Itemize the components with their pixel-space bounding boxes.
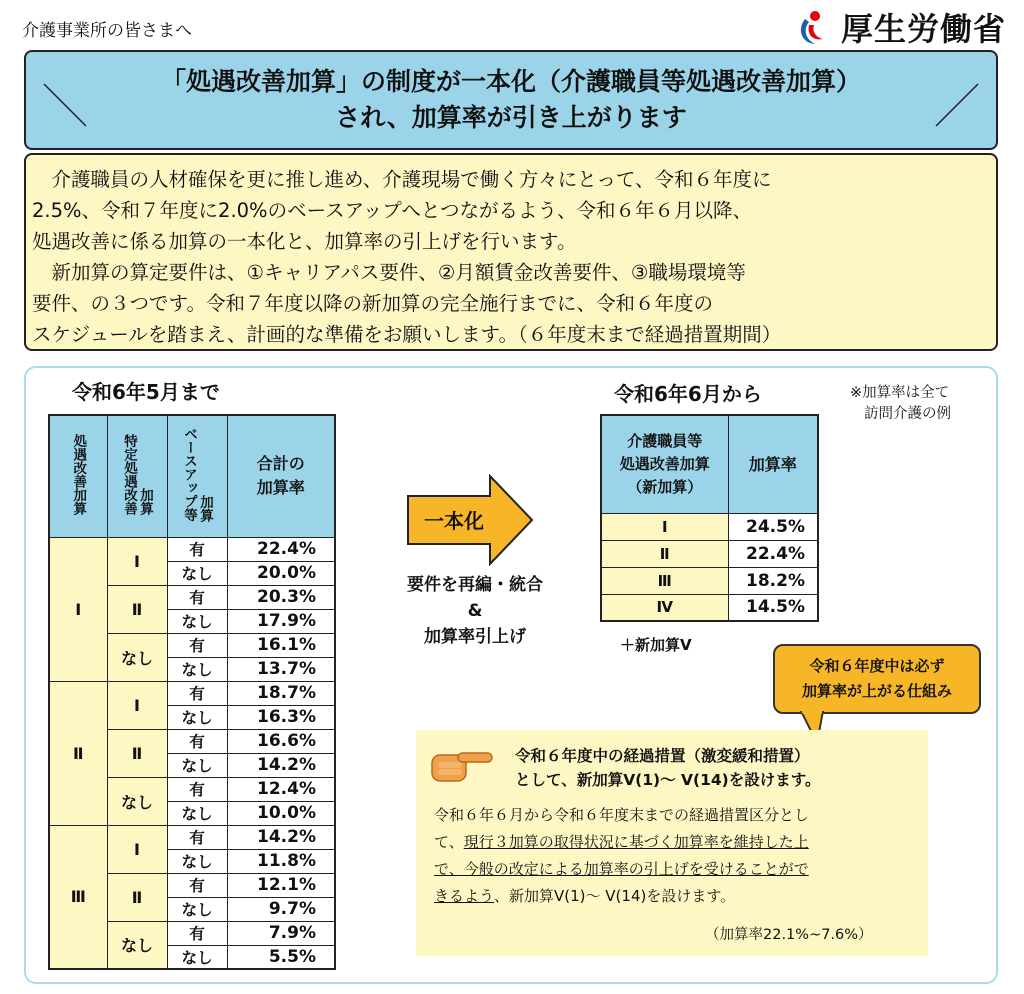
intro-line: 要件、の３つです。令和７年度以降の新加算の完全施行までに、令和６年度の [32,292,713,315]
total-rate: 20.0% [227,561,335,585]
baseup-flag: 有 [167,633,227,657]
baseup-flag: なし [167,753,227,777]
total-rate: 18.7% [227,681,335,705]
total-rate: 17.9% [227,609,335,633]
intro-line: 介護職員の人材確保を更に推し進め、介護現場で働く方々にとって、令和６年度に [32,168,772,191]
tokutei-level: Ⅰ [107,537,167,585]
plus-new-addition-v: ＋新加算Ⅴ [620,636,692,654]
baseup-flag: なし [167,705,227,729]
baseup-flag: なし [167,609,227,633]
baseup-flag: 有 [167,537,227,561]
new-rate-table [600,414,819,622]
intro-line: 処遇改善に係る加算の一本化と、加算率の引上げを行います。 [32,230,577,253]
baseup-flag: なし [167,897,227,921]
total-rate: 20.3% [227,585,335,609]
table-row [601,540,818,567]
total-rate: 7.9% [227,921,335,945]
audience-label: 介護事業所の皆さまへ [22,21,192,41]
table-row [601,513,818,540]
intro-line: スケジュールを踏まえ、計画的な準備をお願いします。（６年度末まで経過措置期間） [32,323,782,346]
new-rate: 14.5% [728,594,818,621]
col-header-new-rate: 加算率 [728,415,818,513]
total-rate: 16.3% [227,705,335,729]
shogu-level: Ⅱ [49,681,107,825]
table-row [601,594,818,621]
title-banner [24,50,998,150]
old-table-heading: 令和6年5月まで [72,380,220,404]
shogu-level: Ⅰ [49,537,107,681]
table-row [49,825,335,849]
intro-line: 新加算の算定要件は、①キャリアパス要件、②月額賃金改善要件、③職場環境等 [32,261,746,284]
middle-caption: 要件を再編・統合 & 加算率引上げ [407,575,543,647]
transition-body: 令和６年６月から令和６年度末までの経過措置区分とし て、現行３加算の取得状況に基づく加算率を維持した上 で、今般の改定による加算率の引上げを受けることがで きるよう、新加算Ⅴ(1)～ Ⅴ(14)を設けます。 [434,806,810,905]
new-level: Ⅲ [601,567,728,594]
tokutei-level: Ⅱ [107,585,167,633]
table-row [49,681,335,705]
table-row [601,567,818,594]
old-table-header-row [49,415,335,537]
tokutei-level: Ⅱ [107,729,167,777]
new-level: Ⅳ [601,594,728,621]
col-header-total: 合計の 加算率 [227,415,335,537]
new-rate: 24.5% [728,513,818,540]
total-rate: 22.4% [227,537,335,561]
total-rate: 14.2% [227,753,335,777]
table-row [49,537,335,561]
col-header-new-addition: 介護職員等 処遇改善加算 （新加算） [601,415,728,513]
new-table-heading: 令和6年6月から [614,382,762,406]
tokutei-level: なし [107,633,167,681]
col-header-baseup: ベースアップ等加算 [167,415,227,537]
new-level: Ⅰ [601,513,728,540]
total-rate: 9.7% [227,897,335,921]
baseup-flag: 有 [167,729,227,753]
ministry-emblem-icon [793,7,833,47]
tokutei-level: Ⅰ [107,681,167,729]
intro-box [24,153,998,351]
unify-label: 一本化 [424,509,484,533]
new-table-header-row [601,415,818,513]
old-table-body [49,537,335,969]
title-line-1: 「処遇改善加算」の制度が一本化（介護職員等処遇改善加算） [160,67,861,96]
title-line-2: され、加算率が引き上がります [335,103,687,132]
tokutei-level: なし [107,921,167,969]
ministry-name: 厚生労働省 [840,10,1006,48]
tokutei-level: なし [107,777,167,825]
baseup-flag: 有 [167,777,227,801]
baseup-flag: 有 [167,585,227,609]
total-rate: 16.1% [227,633,335,657]
baseup-flag: なし [167,849,227,873]
baseup-flag: 有 [167,825,227,849]
baseup-flag: なし [167,801,227,825]
new-rate: 18.2% [728,567,818,594]
tokutei-level: Ⅱ [107,873,167,921]
transition-range: （加算率22.1%~7.6%） [705,927,873,943]
new-rate: 22.4% [728,540,818,567]
shogu-level: Ⅲ [49,825,107,969]
decor-slash-left [42,82,88,128]
total-rate: 16.6% [227,729,335,753]
baseup-flag: なし [167,561,227,585]
ministry-logo [793,4,1006,50]
total-rate: 12.1% [227,873,335,897]
total-rate: 11.8% [227,849,335,873]
pointing-hand-icon [430,745,494,785]
old-rate-table [48,414,336,970]
decor-slash-right [934,82,980,128]
intro-line: 2.5%、令和７年度に2.0%のベースアップへとつながるよう、令和６年６月以降、 [32,199,752,222]
total-rate: 13.7% [227,657,335,681]
callout-bubble: 令和６年度中は必ず 加算率が上がる仕組み [773,644,981,714]
baseup-flag: なし [167,657,227,681]
total-rate: 10.0% [227,801,335,825]
tokutei-level: Ⅰ [107,825,167,873]
baseup-flag: なし [167,945,227,969]
new-level: Ⅱ [601,540,728,567]
baseup-flag: 有 [167,921,227,945]
col-header-shogu: 処遇改善加算 [49,415,107,537]
baseup-flag: 有 [167,681,227,705]
col-header-tokutei: 特定処遇改善加算 [107,415,167,537]
total-rate: 12.4% [227,777,335,801]
transition-heading: 令和６年度中の経過措置（激変緩和措置） として、新加算Ⅴ(1)～ Ⅴ(14)を設けます。 [515,747,821,789]
total-rate: 5.5% [227,945,335,969]
total-rate: 14.2% [227,825,335,849]
baseup-flag: 有 [167,873,227,897]
rate-note: ※加算率は全て 訪問介護の例 [850,385,951,422]
